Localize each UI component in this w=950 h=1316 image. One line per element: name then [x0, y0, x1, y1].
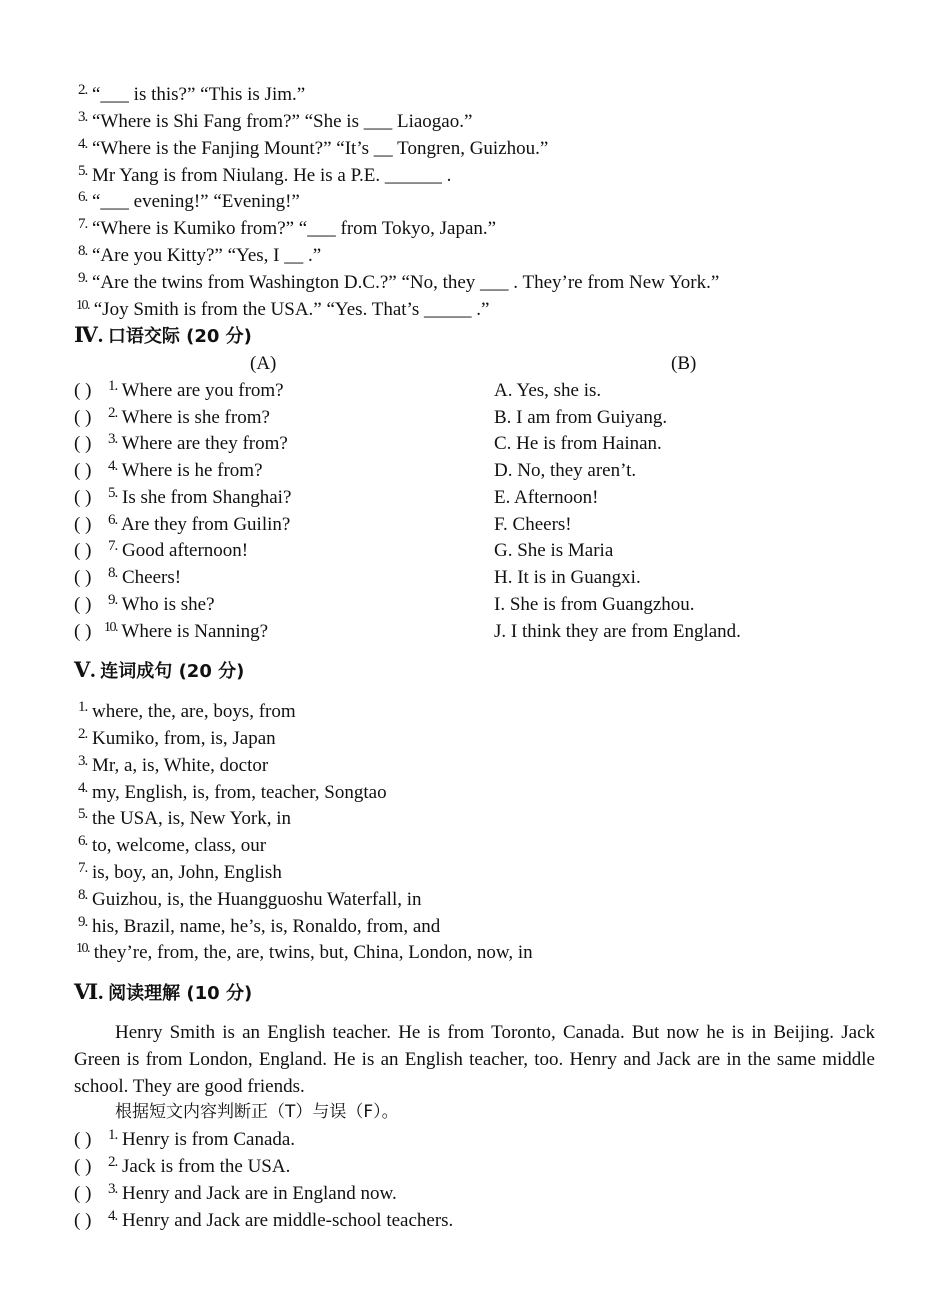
list-item: 10. Where is Nanning?	[104, 620, 269, 642]
list-item: 2. Jack is from the USA.	[108, 1154, 291, 1177]
list-item: 9. “Are the twins from Washington D.C.?” “No, they ___ . They’re from New York.”	[78, 270, 720, 293]
list-item: J. I think they are from England.	[494, 621, 741, 642]
answer-blank[interactable]: ( )	[74, 594, 92, 615]
list-item: H. It is in Guangxi.	[494, 567, 641, 588]
list-item: 9. his, Brazil, name, he’s, is, Ronaldo, from, and	[78, 914, 441, 937]
list-item: 8. Guizhou, is, the Huangguoshu Waterfall, in	[78, 887, 422, 910]
list-item: 5. Mr Yang is from Niulang. He is a P.E. ______ .	[78, 163, 452, 186]
list-item: D. No, they aren’t.	[494, 460, 637, 481]
answer-blank[interactable]: ( )	[74, 540, 92, 561]
answer-blank[interactable]: ( )	[74, 567, 92, 588]
list-item: 10. they’re, from, the, are, twins, but, China, London, now, in	[76, 941, 533, 963]
answer-blank[interactable]: ( )	[74, 1183, 92, 1204]
list-item: 2. “___ is this?” “This is Jim.”	[78, 82, 306, 105]
list-item: 7. Good afternoon!	[108, 538, 249, 561]
list-item: 2. Where is she from?	[108, 405, 270, 428]
list-item: I. She is from Guangzhou.	[494, 594, 695, 615]
list-item: 5. the USA, is, New York, in	[78, 806, 291, 829]
list-item: 8. Cheers!	[108, 565, 182, 588]
answer-blank[interactable]: ( )	[74, 514, 92, 535]
list-item: 1. where, the, are, boys, from	[78, 699, 296, 722]
list-item: G. She is Maria	[494, 540, 614, 561]
list-item: 7. is, boy, an, John, English	[78, 860, 282, 883]
answer-blank[interactable]: ( )	[74, 380, 92, 401]
list-item: B. I am from Guiyang.	[494, 407, 668, 428]
column-a-label: (A)	[250, 353, 277, 374]
list-item: 4. Henry and Jack are middle-school teachers.	[108, 1208, 454, 1231]
instruction-text: 根据短文内容判断正（T）与误（F）。	[115, 1102, 399, 1122]
list-item: 4. “Where is the Fanjing Mount?” “It’s __ Tongren, Guizhou.”	[78, 136, 549, 159]
list-item: 7. “Where is Kumiko from?” “___ from Tokyo, Japan.”	[78, 216, 497, 239]
list-item: 2. Kumiko, from, is, Japan	[78, 726, 276, 749]
list-item: 3. “Where is Shi Fang from?” “She is ___ Liaogao.”	[78, 109, 473, 132]
list-item: E. Afternoon!	[494, 487, 599, 508]
answer-blank[interactable]: ( )	[74, 407, 92, 428]
list-item: 3. Where are they from?	[108, 431, 288, 454]
list-item: C. He is from Hainan.	[494, 433, 662, 454]
answer-blank[interactable]: ( )	[74, 433, 92, 454]
list-item: 3. Mr, a, is, White, doctor	[78, 753, 269, 776]
answer-blank[interactable]: ( )	[74, 487, 92, 508]
list-item: 8. “Are you Kitty?” “Yes, I __ .”	[78, 243, 322, 266]
reading-passage: Henry Smith is an English teacher. He is from Toronto, Canada. But now he is in Beijing. Jack Green is from London, England. He is an English teacher, too. Henry and Jack are in the same middle school. They are good friends.	[74, 1022, 875, 1097]
answer-blank[interactable]: ( )	[74, 1210, 92, 1231]
list-item: 10. “Joy Smith is from the USA.” “Yes. That’s _____ .”	[76, 298, 490, 320]
answer-blank[interactable]: ( )	[74, 621, 92, 642]
list-item: 6. “___ evening!” “Evening!”	[78, 189, 300, 212]
list-item: 4. Where is he from?	[108, 458, 263, 481]
section4-heading: Ⅳ. 口语交际 (20 分)	[74, 323, 252, 347]
list-item: 6. Are they from Guilin?	[108, 512, 291, 535]
list-item: 4. my, English, is, from, teacher, Songtao	[78, 780, 387, 803]
answer-blank[interactable]: ( )	[74, 460, 92, 481]
list-item: 5. Is she from Shanghai?	[108, 485, 292, 508]
answer-blank[interactable]: ( )	[74, 1156, 92, 1177]
list-item: 9. Who is she?	[108, 592, 215, 615]
list-item: 1. Where are you from?	[108, 378, 284, 401]
list-item: A. Yes, she is.	[494, 380, 602, 401]
section5-heading: Ⅴ. 连词成句 (20 分)	[74, 658, 245, 682]
list-item: 6. to, welcome, class, our	[78, 833, 267, 856]
answer-blank[interactable]: ( )	[74, 1129, 92, 1150]
column-b-label: (B)	[671, 353, 697, 374]
list-item: F. Cheers!	[494, 514, 572, 535]
list-item: 1. Henry is from Canada.	[108, 1127, 296, 1150]
section6-heading: Ⅵ. 阅读理解 (10 分)	[74, 980, 253, 1004]
list-item: 3. Henry and Jack are in England now.	[108, 1181, 397, 1204]
